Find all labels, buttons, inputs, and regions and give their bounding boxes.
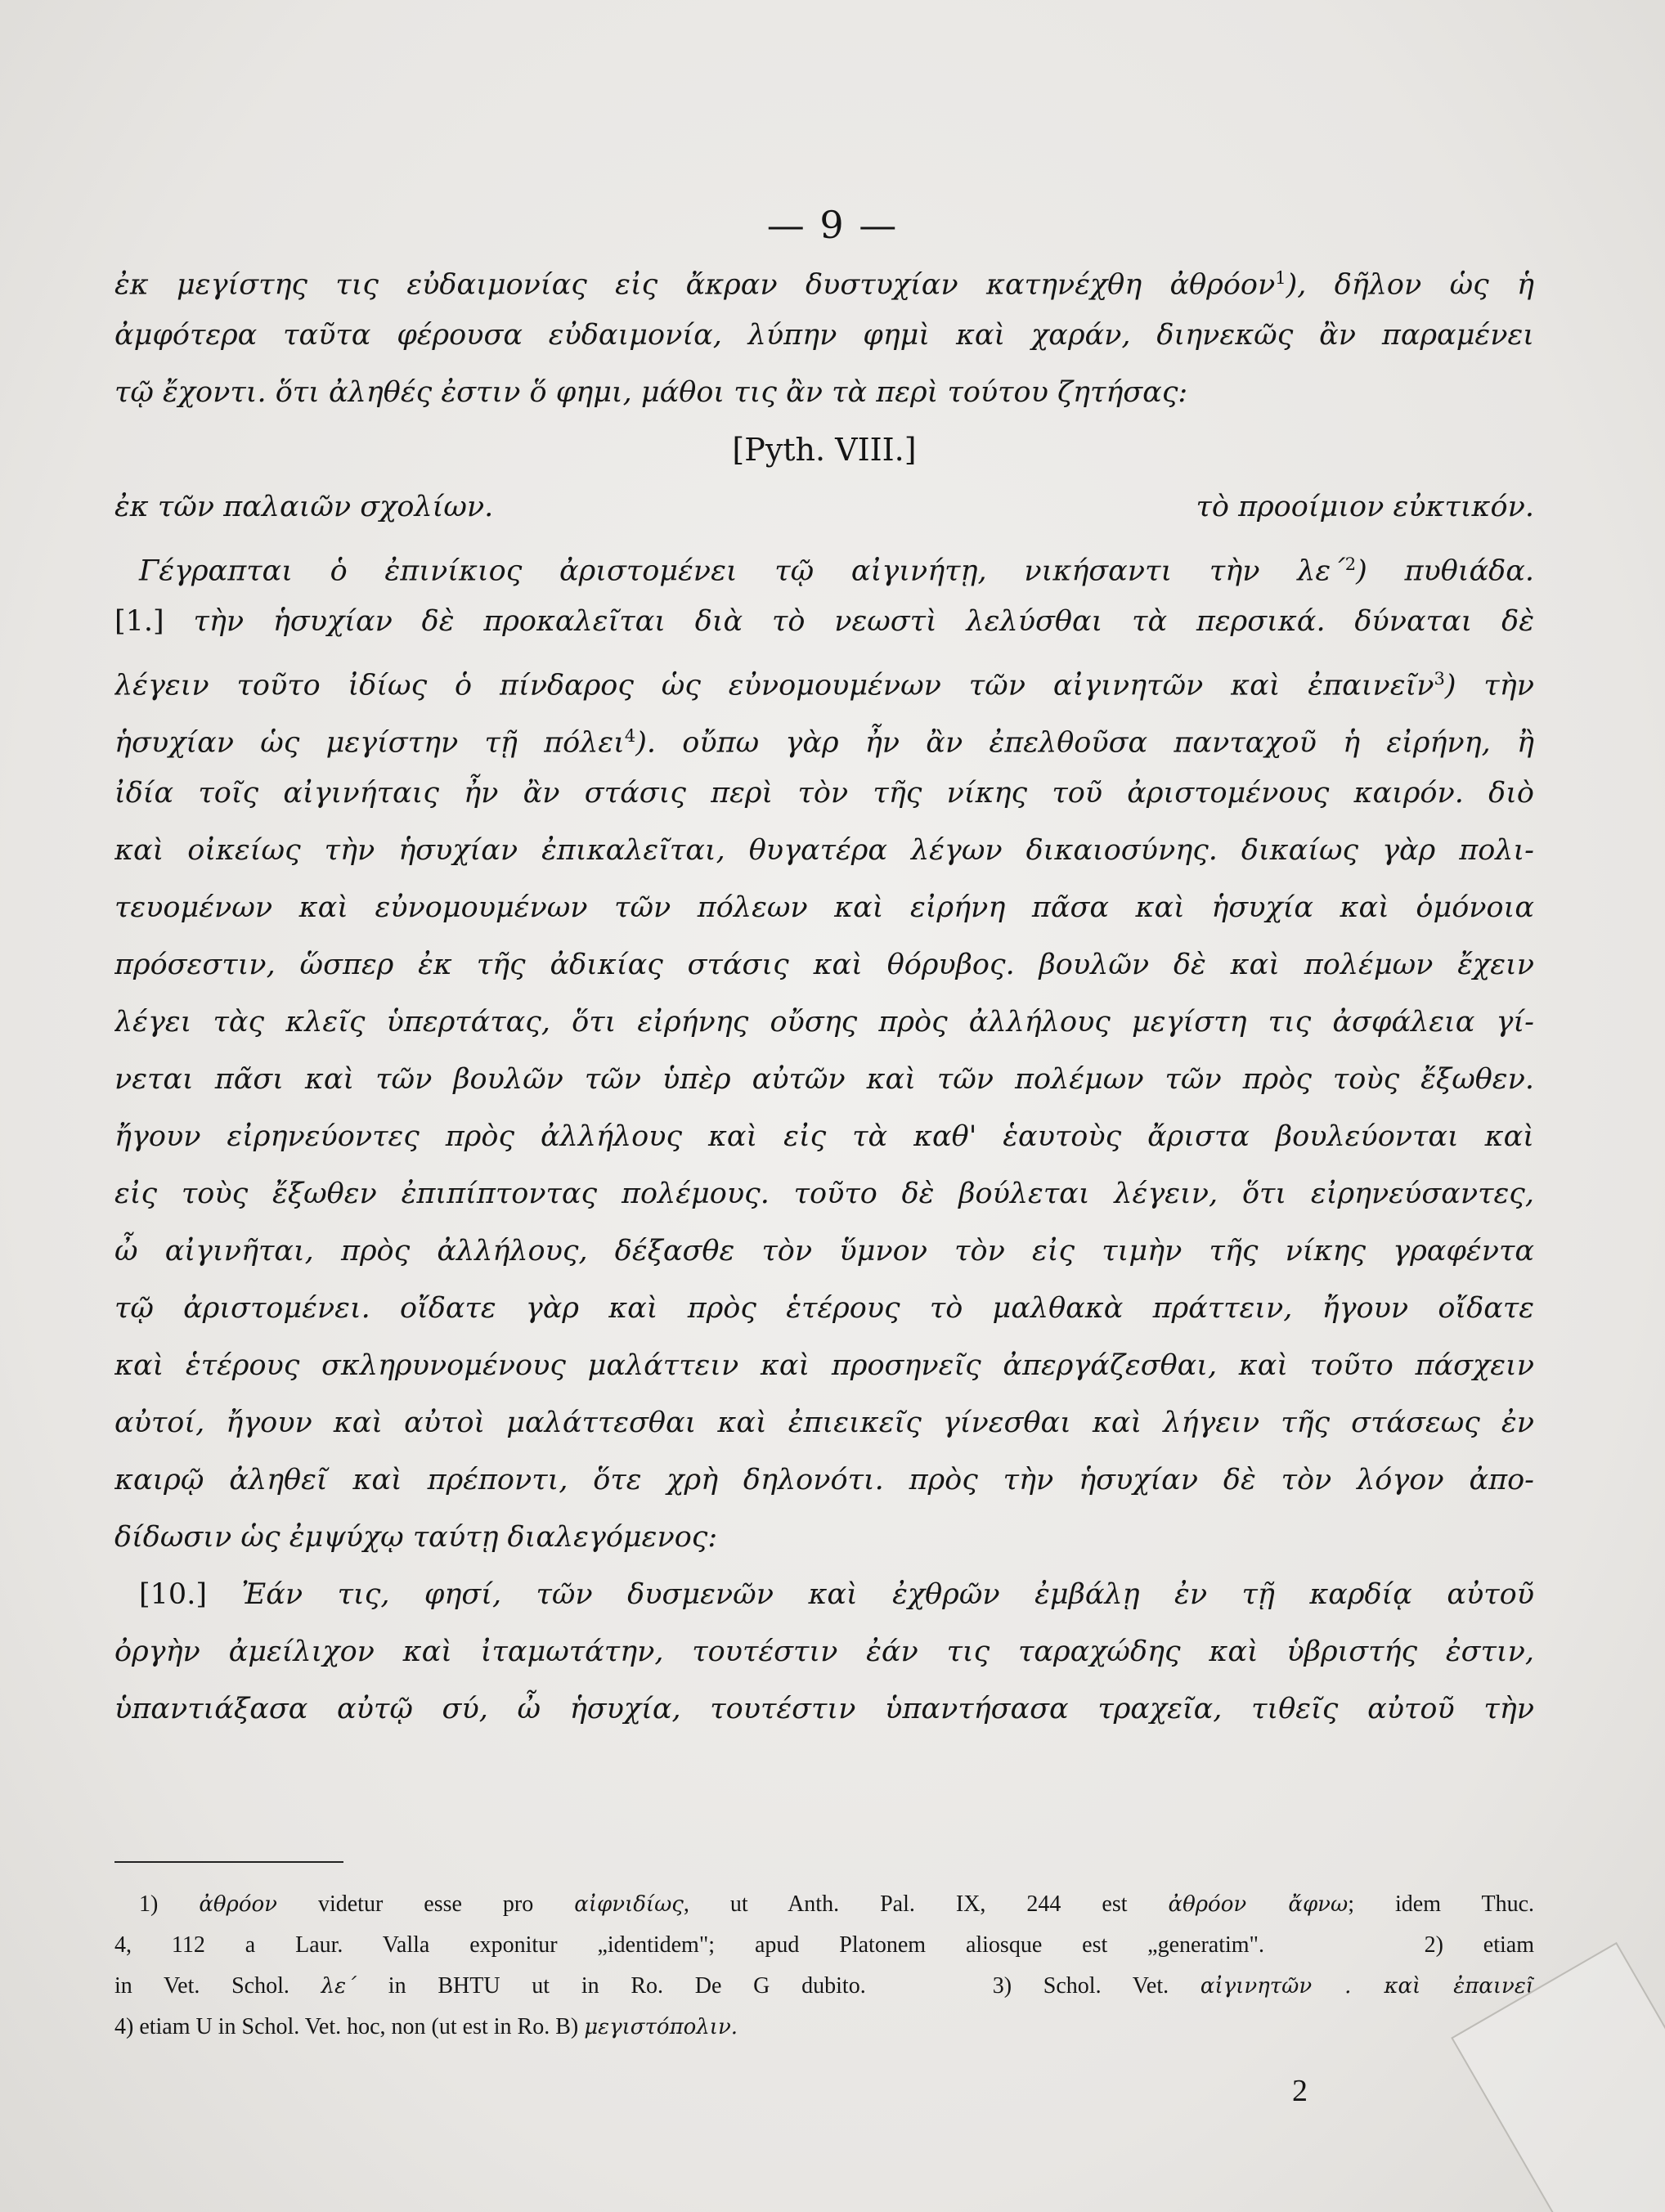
footnote-rule — [114, 1861, 343, 1863]
text-line: καιρῷ ἀληθεῖ καὶ πρέποντι, ὅτε χρὴ δηλονότι. πρὸς τὴν ἡσυχίαν δὲ τὸν λόγον ἀπο- — [114, 1464, 1534, 1496]
main-text — [114, 249, 1534, 1738]
text-line: εἰς τοὺς ἔξωθεν ἐπιπίπτοντας πολέμους. τοῦτο δὲ βούλεται λέγειν, ὅτι εἰρηνεύσαντες, — [114, 1178, 1534, 1210]
text-line: ἰδία τοῖς αἰγινήταις ἦν ἂν στάσις περὶ τὸν τῆς νίκης τοῦ ἀριστομένους καιρόν. διὸ — [114, 777, 1534, 810]
text-line: δίδωσιν ὡς ἐμψύχῳ ταύτῃ διαλεγόμενος: — [114, 1521, 718, 1554]
footnotes — [114, 1884, 1534, 2048]
verse-ref: [1.] — [114, 605, 164, 638]
footnote-line: in Vet. Schol. λε΄ in BHTU ut in Ro. De G dubito. 3) Schol. Vet. αἰγινητῶν . καὶ ἐπαινεῖ — [114, 1973, 1534, 1999]
text-line: λέγει τὰς κλεῖς ὑπερτάτας, ὅτι εἰρήνης οὔσης πρὸς ἀλλήλους μεγίστη τις ἀσφάλεια γί- — [114, 1006, 1534, 1039]
text-line: ὀργὴν ἀμείλιχον καὶ ἰταμωτάτην, τουτέστιν ἐάν τις ταραχώδης καὶ ὑβριστής ἐστιν, — [114, 1635, 1534, 1668]
text-line: τευομένων καὶ εὐνομουμένων τῶν πόλεων καὶ εἰρήνη πᾶσα καὶ ἡσυχία καὶ ὁμόνοια — [114, 891, 1534, 924]
text-line: ἀμφότερα ταῦτα φέρουσα εὐδαιμονία, λύπην φημὶ καὶ χαράν, διηνεκῶς ἂν παραμένει — [114, 319, 1534, 352]
footnote-line: 4) etiam U in Schol. Vet. hoc, non (ut est in Ro. B) μεγιστόπολιν. — [114, 2014, 738, 2039]
text-line: ὦ αἰγινῆται, πρὸς ἀλλήλους, δέξασθε τὸν ὕμνον τὸν εἰς τιμὴν τῆς νίκης γραφέντα — [114, 1235, 1534, 1268]
footnote-line: 4, 112 a Laur. Valla exponitur „identidem"; apud Platonem aliosque est „generatim". 2) etiam — [114, 1932, 1534, 1958]
text-line: αὐτοί, ἤγουν καὶ αὐτοὶ μαλάττεσθαι καὶ ἐπιεικεῖς γίνεσθαι καὶ λήγειν τῆς στάσεως ἐν — [114, 1407, 1534, 1439]
subheading-right: τὸ προοίμιον εὐκτικόν. — [1196, 491, 1534, 523]
text-line: [10.] Ἐάν τις, φησί, τῶν δυσμενῶν καὶ ἐχθρῶν ἐμβάλῃ ἐν τῇ καρδίᾳ αὐτοῦ — [139, 1578, 1534, 1611]
verse-ref: [10.] — [139, 1578, 207, 1611]
text-line: λέγειν τοῦτο ἰδίως ὁ πίνδαρος ὡς εὐνομουμένων τῶν αἰγινητῶν καὶ ἐπαινεῖν$^3$) τὴν — [114, 669, 1534, 702]
section-heading: [Pyth. VIII.] — [732, 432, 917, 468]
text-line: καὶ οἰκείως τὴν ἡσυχίαν ἐπικαλεῖται, θυγατέρα λέγων δικαιοσύνης. δικαίως γὰρ πολι- — [114, 834, 1534, 867]
footnote-line: 1) ἀθρόον videtur esse pro αἰφνιδίως, ut Anth. Pal. IX, 244 est ἀθρόον ἄφνω; idem Thuc. — [139, 1891, 1534, 1917]
text-line: ἐκ μεγίστης τις εὐδαιμονίας εἰς ἄκραν δυστυχίαν κατηνέχθη ἀθρόον$^1$), δῆλον ὡς ἡ — [114, 268, 1534, 302]
signature-mark: 2 — [1292, 2074, 1308, 2108]
text-line: νεται πᾶσι καὶ τῶν βουλῶν τῶν ὑπὲρ αὐτῶν καὶ τῶν πολέμων τῶν πρὸς τοὺς ἔξωθεν. — [114, 1063, 1534, 1096]
subheading-left: ἐκ τῶν παλαιῶν σχολίων. — [114, 491, 494, 523]
text-line: Γέγραπται ὁ ἐπινίκιος ἀριστομένει τῷ αἰγινήτῃ, νικήσαντι τὴν λε΄$^2$) πυθιάδα. — [139, 554, 1534, 588]
page-number: — 9 — — [766, 203, 899, 247]
text-line: [1.] τὴν ἡσυχίαν δὲ προκαλεῖται διὰ τὸ νεωστὶ λελύσθαι τὰ περσικά. δύναται δὲ — [114, 605, 1534, 638]
text-line: ἤγουν εἰρηνεύοντες πρὸς ἀλλήλους καὶ εἰς τὰ καθ' ἑαυτοὺς ἄριστα βουλεύονται καὶ — [114, 1120, 1534, 1153]
text-line: πρόσεστιν, ὥσπερ ἐκ τῆς ἀδικίας στάσις καὶ θόρυβος. βουλῶν δὲ καὶ πολέμων ἔχειν — [114, 949, 1534, 981]
text-line: καὶ ἑτέρους σκληρυνομένους μαλάττειν καὶ προσηνεῖς ἀπεργάζεσθαι, καὶ τοῦτο πάσχειν — [114, 1349, 1534, 1382]
text-line: ἡσυχίαν ὡς μεγίστην τῇ πόλει$^4$). οὔπω γὰρ ἦν ἂν ἐπελθοῦσα πανταχοῦ ἡ εἰρήνη, ἢ — [114, 726, 1534, 760]
subheading-line — [114, 478, 1534, 536]
text-line: ὑπαντιάξασα αὐτῷ σύ, ὦ ἡσυχία, τουτέστιν ὑπαντήσασα τραχεῖα, τιθεῖς αὐτοῦ τὴν — [114, 1693, 1534, 1725]
text-line: τῷ ἀριστομένει. οἴδατε γὰρ καὶ πρὸς ἑτέρους τὸ μαλθακὰ πράττειν, ἤγουν οἴδατε — [114, 1292, 1534, 1325]
text-line: τῷ ἔχοντι. ὅτι ἀληθές ἐστιν ὅ φημι, μάθοι τις ἂν τὰ περὶ τούτου ζητήσας: — [114, 376, 1188, 409]
